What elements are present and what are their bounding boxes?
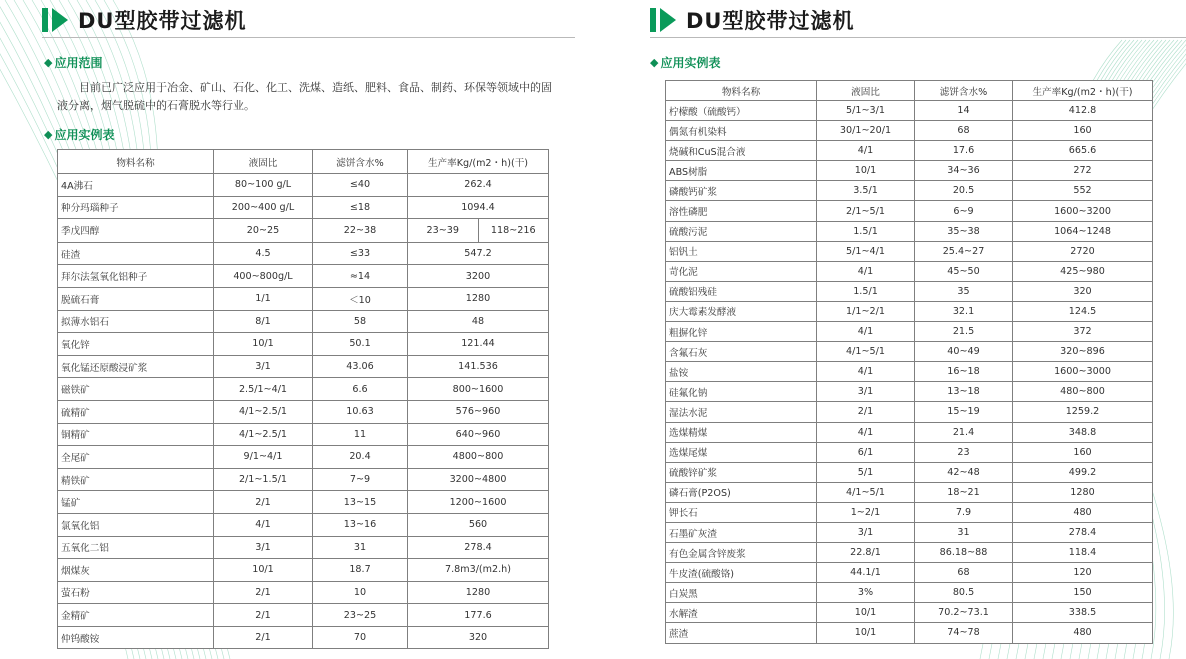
table-row [666, 442, 1153, 462]
cell-moisture: 14 [915, 101, 1013, 121]
cell-material: 偶氮有机染料 [666, 121, 817, 141]
cell-productivity: 4800~800 [408, 446, 549, 469]
cell-productivity: 552 [1013, 181, 1153, 201]
table-row [58, 400, 549, 423]
section-heading-scope [44, 54, 102, 71]
cell-material: 金精矿 [58, 604, 214, 627]
cell-productivity: 160 [1013, 442, 1153, 462]
cell-moisture: 21.5 [915, 322, 1013, 342]
cell-ratio: 8/1 [214, 310, 313, 333]
cell-moisture: 35~38 [915, 221, 1013, 241]
cell-ratio: 3/1 [214, 536, 313, 559]
cell-material: 水解渣 [666, 603, 817, 623]
cell-productivity: 640~960 [408, 423, 549, 446]
cell-material: 季戊四醇 [58, 219, 214, 243]
header-productivity: 生产率Kg/(m2・h)(干) [1013, 81, 1153, 101]
table-row [58, 423, 549, 446]
header-liquid-solid-ratio: 液固比 [214, 150, 313, 174]
cell-ratio: 22.8/1 [817, 543, 915, 563]
cell-material: 白炭黑 [666, 583, 817, 603]
table-row [58, 287, 549, 310]
play-triangle-icon [660, 8, 676, 32]
cell-ratio: 4/1 [817, 141, 915, 161]
cell-ratio: 4/1~5/1 [817, 342, 915, 362]
cell-material: 氧化锌 [58, 333, 214, 356]
cell-ratio: 400~800g/L [214, 265, 313, 288]
cell-ratio: 4/1~2.5/1 [214, 423, 313, 446]
cell-productivity: 665.6 [1013, 141, 1153, 161]
cell-material: 精铁矿 [58, 468, 214, 491]
cell-ratio: 200~400 g/L [214, 196, 313, 219]
cell-ratio: 2/1~5/1 [817, 201, 915, 221]
cell-productivity: 118.4 [1013, 543, 1153, 563]
cell-material: 柠檬酸（硫酸钙） [666, 101, 817, 121]
table-row [666, 261, 1153, 281]
cell-productivity: 480~800 [1013, 382, 1153, 402]
diamond-icon: ◆ [44, 56, 53, 69]
header-cake-moisture: 滤饼含水% [915, 81, 1013, 101]
application-table-left [57, 149, 549, 649]
cell-moisture: 13~15 [313, 491, 408, 514]
cell-moisture: 68 [915, 563, 1013, 583]
title-bar-icon [650, 8, 656, 32]
section-heading-examples [44, 126, 114, 143]
cell-moisture: 18.7 [313, 559, 408, 582]
table-row [666, 382, 1153, 402]
cell-material: 石墨矿灰渣 [666, 522, 817, 542]
cell-ratio: 4/1~5/1 [817, 482, 915, 502]
cell-moisture: 20.5 [915, 181, 1013, 201]
table-row [58, 536, 549, 559]
cell-moisture: 23 [915, 442, 1013, 462]
cell-ratio: 1~2/1 [817, 502, 915, 522]
cell-moisture: 68 [915, 121, 1013, 141]
cell-ratio: 3.5/1 [817, 181, 915, 201]
cell-ratio: 2/1~1.5/1 [214, 468, 313, 491]
cell-ratio: 4/1 [817, 422, 915, 442]
table-row [666, 141, 1153, 161]
cell-moisture: 74~78 [915, 623, 1013, 643]
cell-ratio: 4/1~2.5/1 [214, 400, 313, 423]
cell-moisture: 86.18~88 [915, 543, 1013, 563]
cell-ratio: 10/1 [214, 333, 313, 356]
cell-material: 氧化锰还原酸浸矿浆 [58, 355, 214, 378]
cell-productivity: 412.8 [1013, 101, 1153, 121]
cell-material: 种分玛瑙种子 [58, 196, 214, 219]
cell-productivity: 1094.4 [408, 196, 549, 219]
cell-productivity: 560 [408, 513, 549, 536]
header-material: 物料名称 [58, 150, 214, 174]
cell-ratio: 5/1~4/1 [817, 241, 915, 261]
cell-productivity: 480 [1013, 623, 1153, 643]
table-row [58, 196, 549, 219]
cell-ratio: 1/1 [214, 287, 313, 310]
cell-material: 硫酸锌矿浆 [666, 462, 817, 482]
header-cake-moisture: 滤饼含水% [313, 150, 408, 174]
table-row [666, 462, 1153, 482]
table-row [666, 121, 1153, 141]
cell-material: 钾长石 [666, 502, 817, 522]
section-label: 应用范围 [54, 56, 103, 70]
cell-material: 湿法水泥 [666, 402, 817, 422]
page-title: DU型胶带过滤机 [78, 9, 247, 33]
cell-material: 溶性磷肥 [666, 201, 817, 221]
cell-moisture: 35 [915, 281, 1013, 301]
cell-material: 庆大霉素发酵液 [666, 301, 817, 321]
cell-productivity: 120 [1013, 563, 1153, 583]
cell-ratio: 10/1 [817, 623, 915, 643]
cell-ratio: 10/1 [214, 559, 313, 582]
table-row [666, 301, 1153, 321]
cell-productivity: 278.4 [1013, 522, 1153, 542]
cell-ratio: 2/1 [817, 402, 915, 422]
cell-ratio: 10/1 [817, 161, 915, 181]
cell-material: 蔗渣 [666, 623, 817, 643]
cell-ratio: 30/1~20/1 [817, 121, 915, 141]
table-row [666, 482, 1153, 502]
cell-material: 磷酸钙矿浆 [666, 181, 817, 201]
table-row [666, 181, 1153, 201]
cell-productivity [408, 219, 549, 243]
left-title [42, 7, 246, 33]
cell-material: 硫酸污泥 [666, 221, 817, 241]
cell-productivity: 278.4 [408, 536, 549, 559]
table-row [58, 604, 549, 627]
cell-ratio: 2/1 [214, 604, 313, 627]
table-row [58, 446, 549, 469]
cell-material: 烟煤灰 [58, 559, 214, 582]
cell-ratio: 3/1 [817, 522, 915, 542]
table-row [58, 174, 549, 197]
cell-ratio: 4/1 [214, 513, 313, 536]
cell-ratio: 20~25 [214, 219, 313, 243]
cell-moisture: 22~38 [313, 219, 408, 243]
table-row [666, 623, 1153, 643]
table-row [58, 559, 549, 582]
cell-material: ABS树脂 [666, 161, 817, 181]
cell-ratio: 5/1 [817, 462, 915, 482]
cell-ratio: 2/1 [214, 581, 313, 604]
cell-productivity: 1600~3000 [1013, 362, 1153, 382]
cell-productivity-part: 118~216 [490, 224, 536, 236]
cell-material: 五氧化二铝 [58, 536, 214, 559]
cell-material: 全尾矿 [58, 446, 214, 469]
table-row [58, 491, 549, 514]
cell-moisture: ≤40 [313, 174, 408, 197]
cell-productivity: 1280 [408, 287, 549, 310]
table-row [58, 581, 549, 604]
cell-material: 铜精矿 [58, 423, 214, 446]
cell-moisture: 6~9 [915, 201, 1013, 221]
table-row [58, 219, 549, 243]
cell-moisture: 45~50 [915, 261, 1013, 281]
cell-moisture: 6.6 [313, 378, 408, 401]
cell-material: 硫酸铝残硅 [666, 281, 817, 301]
cell-moisture: 10 [313, 581, 408, 604]
cell-moisture: 23~25 [313, 604, 408, 627]
cell-material: 氯氧化铝 [58, 513, 214, 536]
cell-productivity: 262.4 [408, 174, 549, 197]
cell-productivity: 320~896 [1013, 342, 1153, 362]
cell-ratio: 1.5/1 [817, 281, 915, 301]
cell-ratio: 80~100 g/L [214, 174, 313, 197]
cell-ratio: 5/1~3/1 [817, 101, 915, 121]
table-row [666, 241, 1153, 261]
cell-moisture: ≤18 [313, 196, 408, 219]
cell-material: 拜尔法氢氧化铝种子 [58, 265, 214, 288]
cell-moisture: 70.2~73.1 [915, 603, 1013, 623]
cell-productivity: 1200~1600 [408, 491, 549, 514]
table-row [666, 522, 1153, 542]
table-row [58, 242, 549, 265]
table-row [666, 362, 1153, 382]
cell-productivity: 124.5 [1013, 301, 1153, 321]
cell-material: 牛皮渣(硫酸铬) [666, 563, 817, 583]
cell-material: 锰矿 [58, 491, 214, 514]
cell-productivity: 320 [408, 626, 549, 649]
table-row [666, 281, 1153, 301]
table-row [58, 513, 549, 536]
table-row [58, 310, 549, 333]
table-row [666, 322, 1153, 342]
cell-productivity: 141.536 [408, 355, 549, 378]
cell-productivity: 1259.2 [1013, 402, 1153, 422]
cell-productivity: 3200 [408, 265, 549, 288]
cell-productivity: 338.5 [1013, 603, 1153, 623]
cell-moisture: 11 [313, 423, 408, 446]
cell-moisture: 13~18 [915, 382, 1013, 402]
cell-ratio: 10/1 [817, 603, 915, 623]
cell-productivity: 348.8 [1013, 422, 1153, 442]
cell-productivity: 1280 [408, 581, 549, 604]
cell-material: 选煤尾煤 [666, 442, 817, 462]
intro-paragraph: 目前已广泛应用于冶金、矿山、石化、化工、洗煤、造纸、肥料、食品、制药、环保等领域中的固液分离，烟气脱硫中的石膏脱水等行业。 [57, 81, 552, 112]
cell-material: 4A沸石 [58, 174, 214, 197]
right-title [650, 7, 854, 33]
cell-material: 萤石粉 [58, 581, 214, 604]
table-row [666, 563, 1153, 583]
table-row [666, 101, 1153, 121]
cell-productivity: 160 [1013, 121, 1153, 141]
cell-material: 硅渣 [58, 242, 214, 265]
table-row [666, 221, 1153, 241]
table-row [666, 583, 1153, 603]
table-row [58, 265, 549, 288]
cell-productivity: 177.6 [408, 604, 549, 627]
table-row [666, 342, 1153, 362]
cell-ratio: 44.1/1 [817, 563, 915, 583]
section-label: 应用实例表 [660, 56, 721, 70]
cell-productivity: 1064~1248 [1013, 221, 1153, 241]
cell-ratio: 2/1 [214, 626, 313, 649]
cell-material: 硅氟化钠 [666, 382, 817, 402]
cell-productivity: 480 [1013, 502, 1153, 522]
cell-ratio: 1/1~2/1 [817, 301, 915, 321]
application-table-right [665, 80, 1153, 644]
cell-material: 粗摒化锌 [666, 322, 817, 342]
cell-moisture: 20.4 [313, 446, 408, 469]
title-bar-icon [42, 8, 48, 32]
cell-ratio: 3% [817, 583, 915, 603]
cell-material: 铝钒土 [666, 241, 817, 261]
cell-moisture: 10.63 [313, 400, 408, 423]
cell-material: 苛化泥 [666, 261, 817, 281]
header-liquid-solid-ratio: 液固比 [817, 81, 915, 101]
title-divider [650, 37, 1186, 38]
cell-material: 硫精矿 [58, 400, 214, 423]
cell-moisture: 15~19 [915, 402, 1013, 422]
cell-productivity: 272 [1013, 161, 1153, 181]
cell-ratio: 4/1 [817, 322, 915, 342]
cell-material: 脱硫石膏 [58, 287, 214, 310]
cell-ratio: 4/1 [817, 362, 915, 382]
cell-material: 仲钨酸铵 [58, 626, 214, 649]
cell-productivity: 372 [1013, 322, 1153, 342]
cell-ratio: 2/1 [214, 491, 313, 514]
cell-productivity: 48 [408, 310, 549, 333]
play-triangle-icon [52, 8, 68, 32]
cell-moisture: 31 [313, 536, 408, 559]
cell-moisture: 80.5 [915, 583, 1013, 603]
title-divider [42, 37, 575, 38]
cell-material: 拟薄水铝石 [58, 310, 214, 333]
cell-moisture: 43.06 [313, 355, 408, 378]
cell-moisture: 13~16 [313, 513, 408, 536]
header-productivity: 生产率Kg/(m2・h)(干) [408, 150, 549, 174]
cell-productivity: 150 [1013, 583, 1153, 603]
cell-moisture: 70 [313, 626, 408, 649]
cell-moisture: 58 [313, 310, 408, 333]
cell-moisture: 7~9 [313, 468, 408, 491]
cell-material: 含氟石灰 [666, 342, 817, 362]
table-row [666, 161, 1153, 181]
cell-moisture: 21.4 [915, 422, 1013, 442]
section-heading-examples [650, 54, 720, 71]
cell-productivity: 800~1600 [408, 378, 549, 401]
table-row [666, 201, 1153, 221]
cell-ratio: 2.5/1~4/1 [214, 378, 313, 401]
table-row [58, 468, 549, 491]
cell-moisture: 32.1 [915, 301, 1013, 321]
cell-moisture: 25.4~27 [915, 241, 1013, 261]
cell-productivity: 576~960 [408, 400, 549, 423]
cell-productivity: 1280 [1013, 482, 1153, 502]
table-row [666, 603, 1153, 623]
table-header-row [666, 81, 1153, 101]
table-row [58, 355, 549, 378]
cell-ratio: 6/1 [817, 442, 915, 462]
table-row [58, 626, 549, 649]
cell-moisture: ＜10 [313, 287, 408, 310]
cell-productivity: 2720 [1013, 241, 1153, 261]
cell-moisture: 31 [915, 522, 1013, 542]
cell-productivity: 121.44 [408, 333, 549, 356]
cell-ratio: 3/1 [817, 382, 915, 402]
right-page [593, 0, 1186, 659]
cell-moisture: 17.6 [915, 141, 1013, 161]
section-label: 应用实例表 [54, 128, 115, 142]
cell-material: 磷石膏(P2OS) [666, 482, 817, 502]
cell-moisture: 40~49 [915, 342, 1013, 362]
cell-moisture: 34~36 [915, 161, 1013, 181]
cell-productivity-part: 23~39 [408, 219, 479, 242]
cell-moisture: ≈14 [313, 265, 408, 288]
cell-productivity: 3200~4800 [408, 468, 549, 491]
cell-ratio: 1.5/1 [817, 221, 915, 241]
cell-material: 有色金属含锌废浆 [666, 543, 817, 563]
cell-moisture: 16~18 [915, 362, 1013, 382]
header-material: 物料名称 [666, 81, 817, 101]
cell-productivity: 320 [1013, 281, 1153, 301]
table-row [666, 543, 1153, 563]
table-row [58, 333, 549, 356]
cell-ratio: 4/1 [817, 261, 915, 281]
cell-moisture: 42~48 [915, 462, 1013, 482]
cell-productivity: 7.8m3/(m2.h) [408, 559, 549, 582]
cell-productivity: 547.2 [408, 242, 549, 265]
diamond-icon: ◆ [650, 56, 659, 69]
cell-productivity: 425~980 [1013, 261, 1153, 281]
cell-ratio: 3/1 [214, 355, 313, 378]
cell-material: 烧碱和CuS混合液 [666, 141, 817, 161]
table-row [666, 422, 1153, 442]
cell-material: 盐铵 [666, 362, 817, 382]
cell-material: 磁铁矿 [58, 378, 214, 401]
cell-ratio: 9/1~4/1 [214, 446, 313, 469]
cell-moisture: 50.1 [313, 333, 408, 356]
table-row [666, 502, 1153, 522]
table-row [58, 378, 549, 401]
diamond-icon: ◆ [44, 128, 53, 141]
cell-ratio: 4.5 [214, 242, 313, 265]
cell-moisture: ≤33 [313, 242, 408, 265]
cell-moisture: 7.9 [915, 502, 1013, 522]
page-title: DU型胶带过滤机 [686, 9, 855, 33]
table-row [666, 402, 1153, 422]
cell-productivity: 499.2 [1013, 462, 1153, 482]
cell-material: 选煤精煤 [666, 422, 817, 442]
table-header-row [58, 150, 549, 174]
cell-moisture: 18~21 [915, 482, 1013, 502]
cell-productivity: 1600~3200 [1013, 201, 1153, 221]
